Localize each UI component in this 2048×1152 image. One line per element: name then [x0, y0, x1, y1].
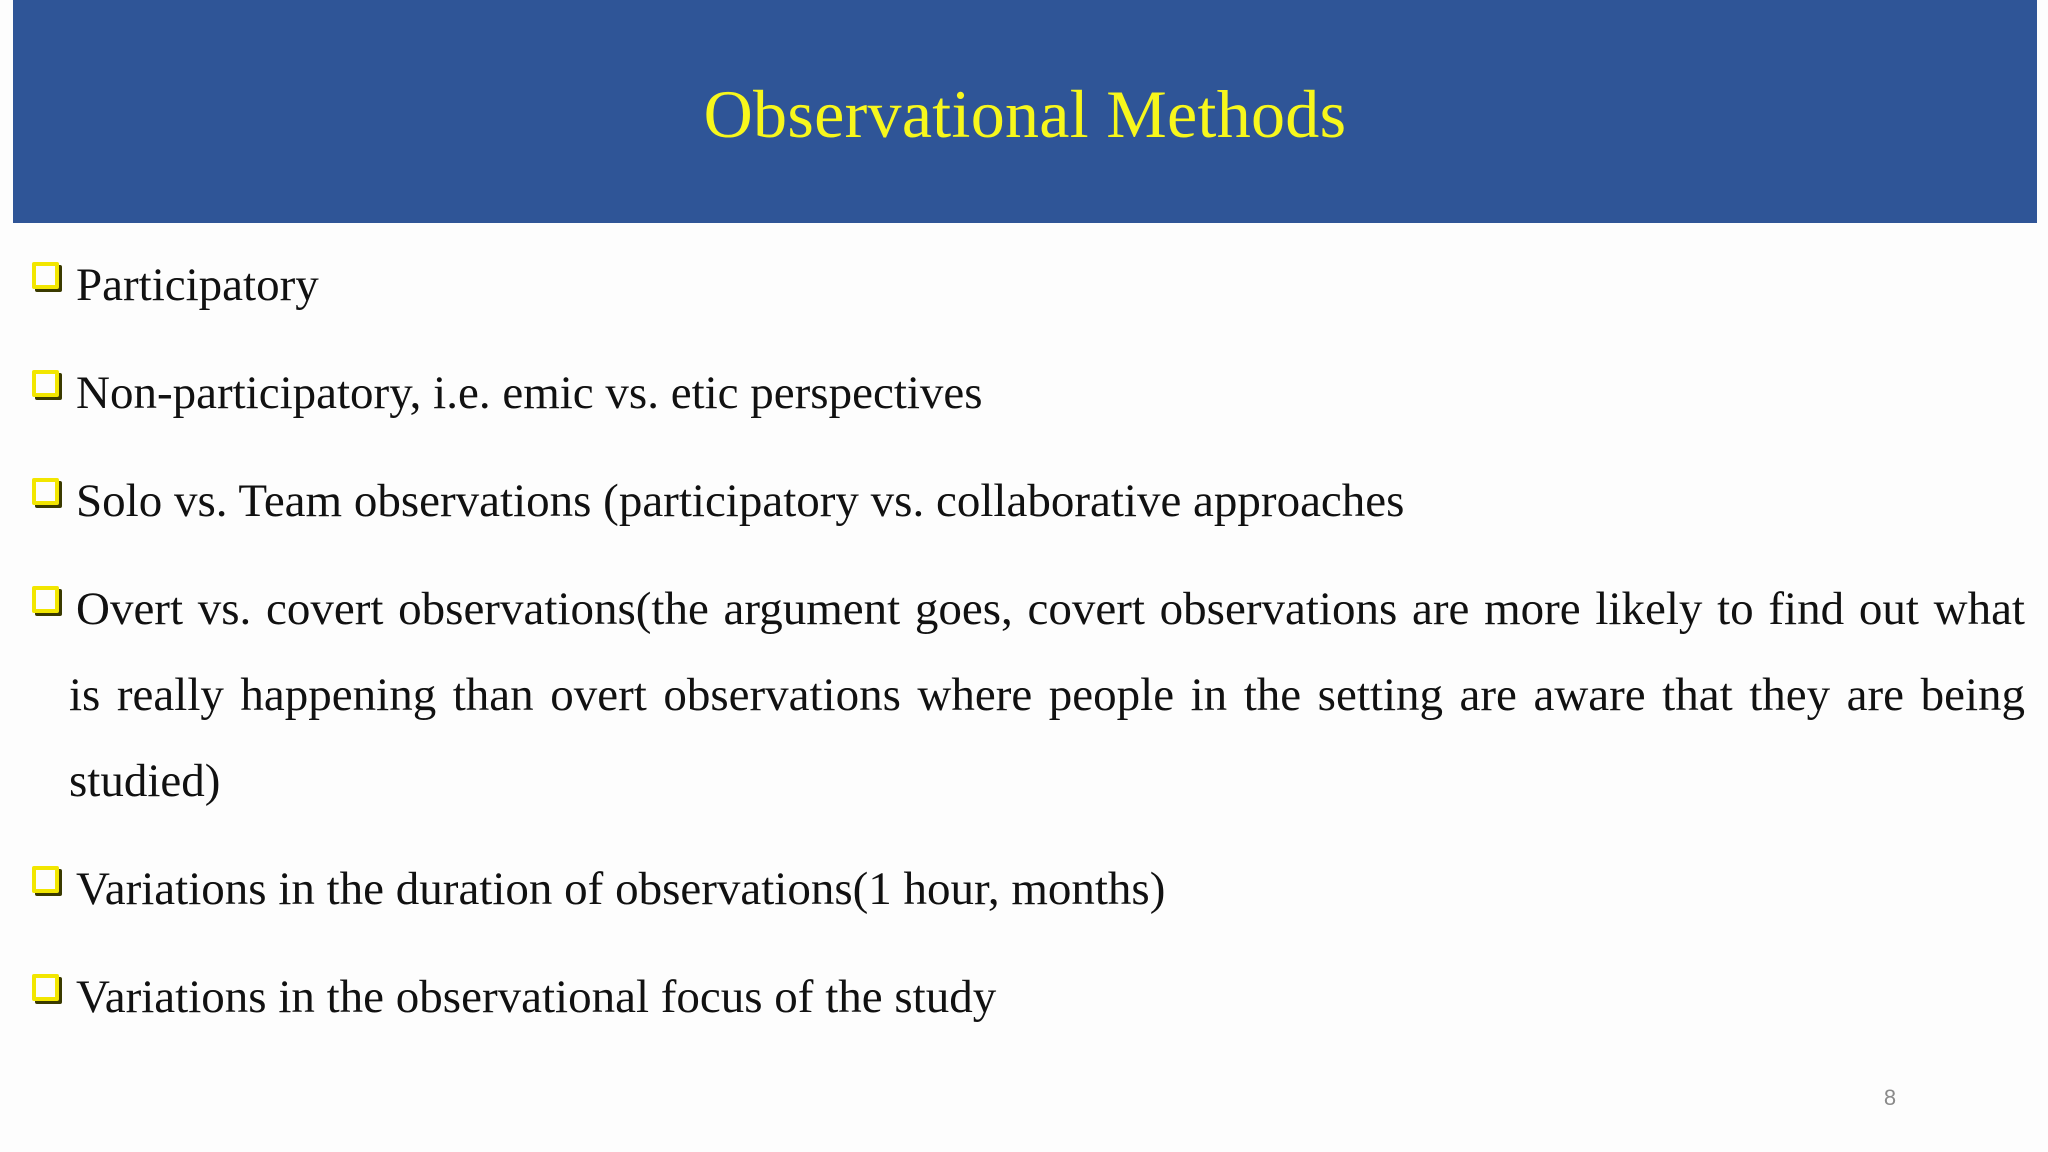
- bullet-item: [30, 566, 2025, 824]
- checkbox-bullet-icon: [32, 866, 59, 893]
- bullet-text: Variations in the duration of observations(1 hour, months): [76, 863, 1166, 915]
- checkbox-bullet-icon: [32, 262, 59, 289]
- slide-title: Observational Methods: [703, 76, 1347, 152]
- bullet-item: [30, 458, 2025, 544]
- bullet-item: [30, 846, 2025, 932]
- page-number: 8: [1883, 1085, 1897, 1110]
- checkbox-bullet-icon: [32, 974, 59, 1001]
- title-bar: [13, 0, 2037, 223]
- bullet-list: [30, 242, 2025, 1062]
- checkbox-bullet-icon: [32, 586, 59, 613]
- bullet-text: Variations in the observational focus of the study: [76, 971, 997, 1023]
- bullet-text: Solo vs. Team observations (participatory vs. collaborative approaches: [76, 475, 1405, 527]
- bullet-text: Overt vs. covert observations(the argument goes, covert observations are more likely to find out what is really happening than overt observations where people in the setting are aware that they are being studied): [69, 583, 2025, 807]
- bullet-text: Participatory: [76, 259, 319, 311]
- checkbox-bullet-icon: [32, 370, 59, 397]
- bullet-item: [30, 350, 2025, 436]
- checkbox-bullet-icon: [32, 478, 59, 505]
- bullet-item: [30, 242, 2025, 328]
- bullet-text: Non-participatory, i.e. emic vs. etic perspectives: [76, 367, 983, 419]
- bullet-item: [30, 954, 2025, 1040]
